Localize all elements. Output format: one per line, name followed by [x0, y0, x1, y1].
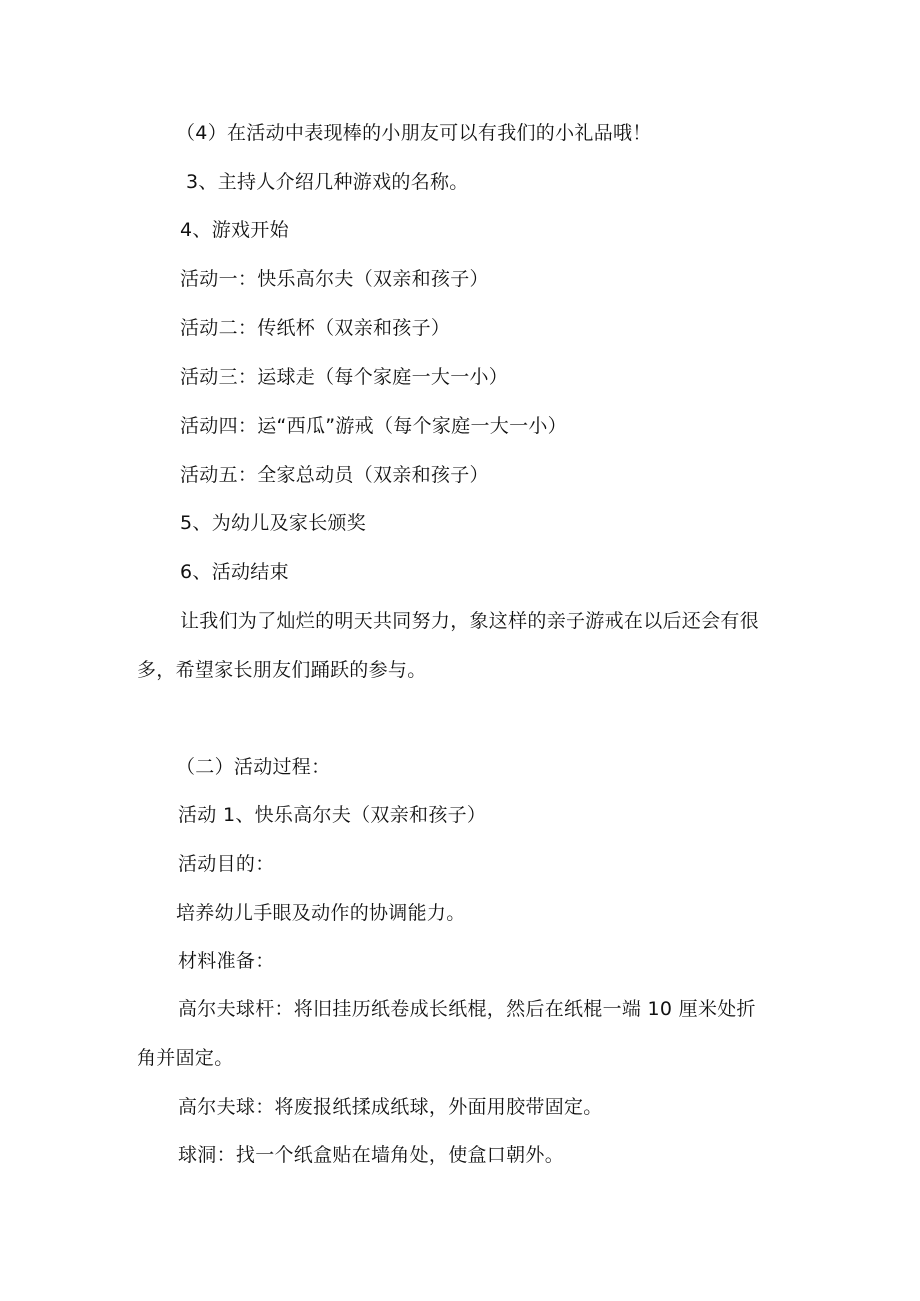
list-item-step-3: 3、主持人介绍几种游戏的名称。 [186, 171, 469, 193]
label-materials: 材料准备： [178, 950, 275, 972]
list-item-step-5: 5、为幼儿及家长颁奖 [180, 512, 367, 534]
list-item-step-4: 4、游戏开始 [180, 219, 289, 241]
list-item-activity-1: 活动一：快乐高尔夫（双亲和孩子） [180, 268, 489, 290]
list-item-activity-2: 活动二：传纸杯（双亲和孩子） [180, 317, 451, 339]
list-item-activity-5: 活动五：全家总动员（双亲和孩子） [180, 464, 489, 486]
text-golf-ball: 高尔夫球：将废报纸揉成纸球，外面用胶带固定。 [178, 1096, 603, 1118]
list-item-activity-3: 活动三：运球走（每个家庭一大一小） [180, 366, 509, 388]
list-item-step-6: 6、活动结束 [180, 561, 289, 583]
paragraph-closing-line-2: 多，希望家长朋友们踊跃的参与。 [137, 659, 427, 681]
list-item-gift-note: （4）在活动中表现棒的小朋友可以有我们的小礼品哦！ [176, 122, 652, 144]
text-golf-club-line-2: 角并固定。 [137, 1047, 234, 1069]
text-activity-purpose: 培养幼儿手眼及动作的协调能力。 [176, 902, 466, 924]
label-activity-purpose: 活动目的： [178, 853, 275, 875]
list-item-activity-4: 活动四：运“西瓜”游戒（每个家庭一大一小） [180, 415, 567, 437]
section-heading-process: （二）活动过程： [176, 756, 331, 778]
text-golf-hole: 球洞：找一个纸盒贴在墙角处，使盒口朝外。 [178, 1144, 565, 1166]
activity-title: 活动 1、快乐高尔夫（双亲和孩子） [178, 804, 487, 826]
text-golf-club-line-1: 高尔夫球杆：将旧挂历纸卷成长纸棍，然后在纸棍一端 10 厘米处折 [178, 998, 756, 1020]
paragraph-closing-line-1: 让我们为了灿烂的明天共同努力，象这样的亲子游戒在以后还会有很 [180, 610, 760, 632]
